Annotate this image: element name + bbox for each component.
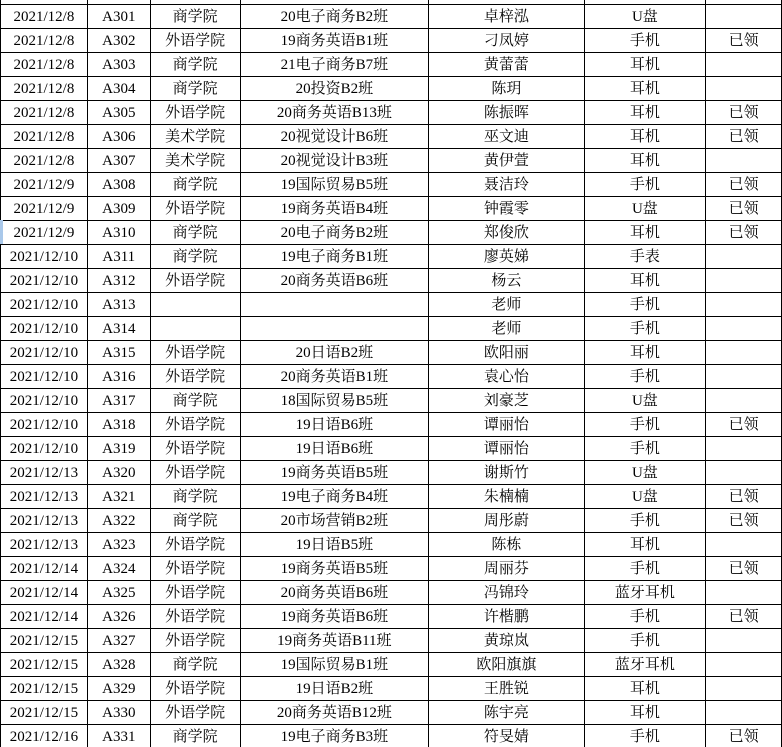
table-row [1,317,782,341]
cell-item[interactable]: 手机 [584,29,706,53]
cell-name[interactable]: 周丽芬 [429,557,584,581]
cell-name[interactable]: 郑俊欣 [429,221,584,245]
cell-name[interactable]: 钟霞零 [429,197,584,221]
cell-item[interactable]: 手机 [584,317,706,341]
cell-id[interactable]: A314 [87,317,150,341]
table-row [1,293,782,317]
cell-status[interactable]: 已领 [706,101,782,125]
cell-item[interactable]: 手机 [584,509,706,533]
cell-class[interactable] [240,293,429,317]
cell-status[interactable] [706,653,782,677]
cell-id[interactable]: A317 [87,389,150,413]
table-row [1,269,782,293]
cell-id[interactable]: A325 [87,581,150,605]
cell-date[interactable]: 2021/12/10 [1,341,88,365]
cell-id[interactable]: A304 [87,77,150,101]
cell-item[interactable]: 手机 [584,629,706,653]
cell-name[interactable]: 黄蕾蕾 [429,53,584,77]
cell-id[interactable]: A306 [87,125,150,149]
cell-name[interactable]: 周彤蔚 [429,509,584,533]
cell-status[interactable] [706,581,782,605]
cell-item[interactable]: 手机 [584,437,706,461]
cell-class[interactable]: 20商务英语B13班 [240,101,429,125]
cell-status[interactable] [706,269,782,293]
cell-date[interactable]: 2021/12/15 [1,677,88,701]
cell-status[interactable] [706,53,782,77]
cell-name[interactable]: 谭丽怡 [429,413,584,437]
cell-item[interactable]: 耳机 [584,221,706,245]
cell-item[interactable]: 蓝牙耳机 [584,581,706,605]
cell-name[interactable]: 刘豪芝 [429,389,584,413]
cell-name[interactable]: 袁心怡 [429,365,584,389]
cell-status[interactable] [706,5,782,29]
cell-class[interactable]: 19日语B6班 [240,437,429,461]
cell-name[interactable]: 符旻婧 [429,725,584,747]
table-row [1,149,782,173]
cell-college[interactable]: 外语学院 [150,557,240,581]
cell-college[interactable]: 外语学院 [150,365,240,389]
table-row [1,365,782,389]
table-row [1,701,782,725]
table-row [1,533,782,557]
cell-college[interactable]: 商学院 [150,389,240,413]
cell-date[interactable]: 2021/12/9 [1,173,88,197]
table-row [1,677,782,701]
cell-status[interactable]: 已领 [706,725,782,747]
cell-name[interactable]: 卓梓泓 [429,5,584,29]
cell-college[interactable]: 商学院 [150,5,240,29]
cell-class[interactable]: 18国际贸易B5班 [240,389,429,413]
cell-id[interactable]: A311 [87,245,150,269]
cell-id[interactable]: A329 [87,677,150,701]
cell-name[interactable]: 谢斯竹 [429,461,584,485]
cell-class[interactable]: 19商务英语B4班 [240,197,429,221]
table-row [1,581,782,605]
cell-class[interactable]: 20商务英语B6班 [240,269,429,293]
cell-item[interactable]: 蓝牙耳机 [584,653,706,677]
cell-item[interactable]: 手机 [584,725,706,747]
cell-item[interactable]: U盘 [584,5,706,29]
cell-class[interactable]: 19商务英语B11班 [240,629,429,653]
cell-id[interactable]: A302 [87,29,150,53]
cell-date[interactable]: 2021/12/13 [1,461,88,485]
cell-college[interactable]: 商学院 [150,221,240,245]
cell-status[interactable]: 已领 [706,173,782,197]
cell-date[interactable]: 2021/12/8 [1,125,88,149]
table-row [1,629,782,653]
cell-id[interactable]: A319 [87,437,150,461]
cell-name[interactable]: 冯锦玲 [429,581,584,605]
cell-college[interactable]: 外语学院 [150,269,240,293]
cell-date[interactable]: 2021/12/10 [1,269,88,293]
cell-status[interactable]: 已领 [706,29,782,53]
table-row [1,53,782,77]
cell-status[interactable]: 已领 [706,125,782,149]
cell-class[interactable]: 19商务英语B5班 [240,557,429,581]
cell-status[interactable]: 已领 [706,485,782,509]
cell-college[interactable]: 外语学院 [150,461,240,485]
cell-status[interactable] [706,149,782,173]
cell-item[interactable]: 手机 [584,293,706,317]
cell-status[interactable] [706,389,782,413]
cell-status[interactable]: 已领 [706,509,782,533]
cell-item[interactable]: 耳机 [584,149,706,173]
cell-college[interactable]: 外语学院 [150,413,240,437]
cell-item[interactable]: 耳机 [584,677,706,701]
table-row [1,389,782,413]
cell-item[interactable]: 耳机 [584,341,706,365]
cell-id[interactable]: A323 [87,533,150,557]
cell-item[interactable]: 耳机 [584,269,706,293]
table-row [1,245,782,269]
cell-date[interactable]: 2021/12/8 [1,77,88,101]
cell-status[interactable]: 已领 [706,413,782,437]
cell-class[interactable]: 19电子商务B3班 [240,725,429,747]
cell-college[interactable] [150,317,240,341]
cell-id[interactable]: A322 [87,509,150,533]
table-row [1,197,782,221]
cell-college[interactable]: 外语学院 [150,701,240,725]
cell-status[interactable] [706,461,782,485]
cell-date[interactable]: 2021/12/15 [1,653,88,677]
table-row [1,437,782,461]
cell-college[interactable]: 商学院 [150,485,240,509]
cell-item[interactable]: U盘 [584,485,706,509]
cell-college[interactable]: 外语学院 [150,437,240,461]
cell-id[interactable]: A307 [87,149,150,173]
cell-id[interactable]: A309 [87,197,150,221]
cell-class[interactable]: 20视觉设计B6班 [240,125,429,149]
cell-id[interactable]: A303 [87,53,150,77]
cell-item[interactable]: 手表 [584,245,706,269]
cell-date[interactable]: 2021/12/14 [1,557,88,581]
cell-college[interactable]: 外语学院 [150,605,240,629]
table-row [1,605,782,629]
cell-id[interactable]: A315 [87,341,150,365]
cell-class[interactable]: 19日语B5班 [240,533,429,557]
cell-name[interactable]: 老师 [429,293,584,317]
cell-status[interactable] [706,629,782,653]
cell-name[interactable]: 欧阳旗旗 [429,653,584,677]
table-row [1,29,782,53]
cell-name[interactable]: 陈栋 [429,533,584,557]
cell-class[interactable]: 19国际贸易B1班 [240,653,429,677]
cell-college[interactable]: 商学院 [150,173,240,197]
cell-item[interactable]: 手机 [584,557,706,581]
cell-status[interactable] [706,341,782,365]
cell-date[interactable]: 2021/12/8 [1,5,88,29]
cell-date[interactable]: 2021/12/15 [1,629,88,653]
cell-college[interactable]: 外语学院 [150,677,240,701]
cell-date[interactable]: 2021/12/10 [1,413,88,437]
table-row [1,5,782,29]
cell-class[interactable]: 19电子商务B1班 [240,245,429,269]
cell-class[interactable] [240,317,429,341]
cell-status[interactable] [706,677,782,701]
cell-id[interactable]: A305 [87,101,150,125]
table-row [1,101,782,125]
cell-class[interactable]: 19日语B6班 [240,413,429,437]
cell-class[interactable]: 21电子商务B7班 [240,53,429,77]
cell-id[interactable]: A301 [87,5,150,29]
cell-id[interactable]: A312 [87,269,150,293]
cell-class[interactable]: 20商务英语B1班 [240,365,429,389]
table-row [1,557,782,581]
cell-status[interactable] [706,317,782,341]
table-row [1,125,782,149]
table-row [1,725,782,747]
cell-college[interactable]: 商学院 [150,245,240,269]
cell-name[interactable]: 谭丽怡 [429,437,584,461]
cell-class[interactable]: 20市场营销B2班 [240,509,429,533]
cell-class[interactable]: 19电子商务B4班 [240,485,429,509]
cell-name[interactable]: 黄琼岚 [429,629,584,653]
cell-college[interactable]: 商学院 [150,653,240,677]
cell-college[interactable]: 商学院 [150,53,240,77]
cell-status[interactable] [706,365,782,389]
cell-id[interactable]: A330 [87,701,150,725]
table-row [1,461,782,485]
cell-date[interactable]: 2021/12/10 [1,245,88,269]
cell-date[interactable]: 2021/12/13 [1,533,88,557]
table-row [1,509,782,533]
cell-date[interactable]: 2021/12/15 [1,701,88,725]
cell-id[interactable]: A327 [87,629,150,653]
cell-name[interactable]: 朱楠楠 [429,485,584,509]
cell-name[interactable]: 巫文迪 [429,125,584,149]
table-row [1,653,782,677]
cell-class[interactable]: 19日语B2班 [240,677,429,701]
cell-date[interactable]: 2021/12/10 [1,389,88,413]
cell-date[interactable]: 2021/12/10 [1,437,88,461]
cell-status[interactable] [706,701,782,725]
cell-class[interactable]: 19国际贸易B5班 [240,173,429,197]
table-row [1,341,782,365]
row-selection-marker [0,220,3,244]
cell-class[interactable]: 19商务英语B1班 [240,29,429,53]
cell-item[interactable]: 耳机 [584,53,706,77]
cell-item[interactable]: U盘 [584,197,706,221]
table-row [1,485,782,509]
cell-date[interactable]: 2021/12/8 [1,29,88,53]
cell-college[interactable]: 外语学院 [150,629,240,653]
cell-college[interactable]: 美术学院 [150,149,240,173]
cell-class[interactable]: 20商务英语B6班 [240,581,429,605]
cell-name[interactable]: 廖英娣 [429,245,584,269]
cell-status[interactable] [706,293,782,317]
cell-id[interactable]: A313 [87,293,150,317]
cell-college[interactable] [150,293,240,317]
cell-item[interactable]: 耳机 [584,101,706,125]
cell-class[interactable]: 20商务英语B12班 [240,701,429,725]
cell-college[interactable]: 外语学院 [150,29,240,53]
cell-item[interactable]: 手机 [584,605,706,629]
cell-item[interactable]: 耳机 [584,77,706,101]
cell-college[interactable]: 美术学院 [150,125,240,149]
cell-name[interactable]: 陈玥 [429,77,584,101]
cell-college[interactable]: 外语学院 [150,197,240,221]
cell-date[interactable]: 2021/12/16 [1,725,88,747]
cell-id[interactable]: A320 [87,461,150,485]
cell-status[interactable]: 已领 [706,221,782,245]
cell-status[interactable] [706,533,782,557]
cell-college[interactable]: 外语学院 [150,341,240,365]
cell-status[interactable]: 已领 [706,557,782,581]
cell-college[interactable]: 外语学院 [150,101,240,125]
cell-class[interactable]: 20视觉设计B3班 [240,149,429,173]
cell-id[interactable]: A328 [87,653,150,677]
cell-college[interactable]: 商学院 [150,509,240,533]
cell-date[interactable]: 2021/12/8 [1,149,88,173]
cell-name[interactable]: 许楷鹏 [429,605,584,629]
cell-id[interactable]: A318 [87,413,150,437]
cell-date[interactable]: 2021/12/8 [1,101,88,125]
cell-status[interactable] [706,77,782,101]
cell-class[interactable]: 19商务英语B6班 [240,605,429,629]
cell-name[interactable]: 老师 [429,317,584,341]
cell-name[interactable]: 杨云 [429,269,584,293]
cell-date[interactable]: 2021/12/9 [1,221,88,245]
cell-id[interactable]: A324 [87,557,150,581]
cell-name[interactable]: 刁凤婷 [429,29,584,53]
cell-item[interactable]: U盘 [584,461,706,485]
cell-status[interactable]: 已领 [706,197,782,221]
cell-item[interactable]: 手机 [584,413,706,437]
table-row [1,77,782,101]
cell-college[interactable]: 商学院 [150,77,240,101]
cell-date[interactable]: 2021/12/13 [1,509,88,533]
cell-date[interactable]: 2021/12/10 [1,317,88,341]
cell-name[interactable]: 聂洁玲 [429,173,584,197]
cell-name[interactable]: 欧阳丽 [429,341,584,365]
cell-name[interactable]: 黄伊萱 [429,149,584,173]
cell-id[interactable]: A326 [87,605,150,629]
cell-date[interactable]: 2021/12/9 [1,197,88,221]
cell-item[interactable]: 手机 [584,365,706,389]
cell-college[interactable]: 外语学院 [150,533,240,557]
cell-date[interactable]: 2021/12/10 [1,365,88,389]
cell-status[interactable]: 已领 [706,605,782,629]
cell-status[interactable] [706,437,782,461]
table-row [1,173,782,197]
cell-name[interactable]: 陈宇亮 [429,701,584,725]
cell-item[interactable]: 耳机 [584,125,706,149]
cell-id[interactable]: A316 [87,365,150,389]
cell-college[interactable]: 外语学院 [150,581,240,605]
cell-id[interactable]: A310 [87,221,150,245]
cell-item[interactable]: U盘 [584,389,706,413]
cell-date[interactable]: 2021/12/14 [1,605,88,629]
cell-date[interactable]: 2021/12/14 [1,581,88,605]
cell-college[interactable]: 商学院 [150,725,240,747]
cell-name[interactable]: 王胜锐 [429,677,584,701]
table-row [1,221,782,245]
cell-item[interactable]: 耳机 [584,701,706,725]
cell-id[interactable]: A308 [87,173,150,197]
cell-name[interactable]: 陈振晖 [429,101,584,125]
cell-id[interactable]: A331 [87,725,150,747]
cell-class[interactable]: 20投资B2班 [240,77,429,101]
cell-id[interactable]: A321 [87,485,150,509]
cell-date[interactable]: 2021/12/8 [1,53,88,77]
cell-date[interactable]: 2021/12/10 [1,293,88,317]
cell-item[interactable]: 耳机 [584,533,706,557]
cell-class[interactable]: 19商务英语B5班 [240,461,429,485]
cell-class[interactable]: 20电子商务B2班 [240,5,429,29]
cell-date[interactable]: 2021/12/13 [1,485,88,509]
cell-item[interactable]: 手机 [584,173,706,197]
cell-class[interactable]: 20日语B2班 [240,341,429,365]
cell-class[interactable]: 20电子商务B2班 [240,221,429,245]
table-row [1,413,782,437]
cell-status[interactable] [706,245,782,269]
